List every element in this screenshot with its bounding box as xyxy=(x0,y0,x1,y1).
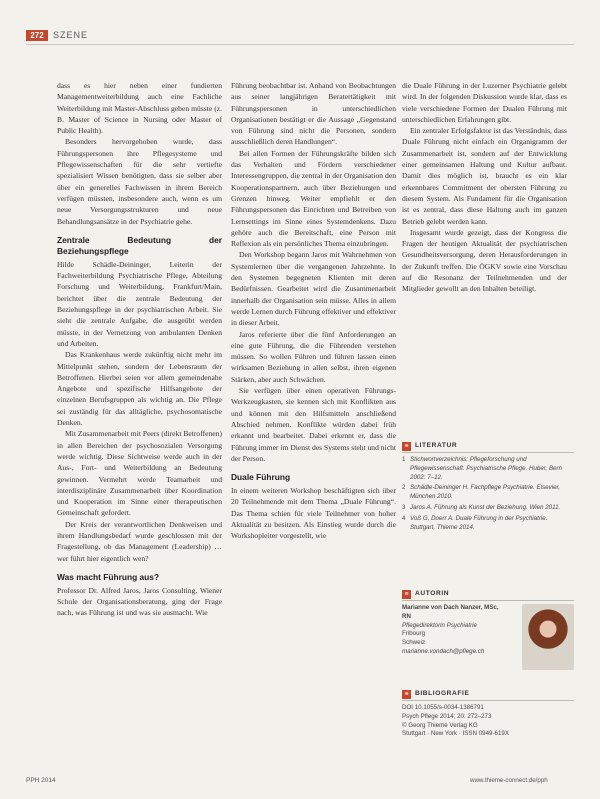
reference-item: 4 Voß G, Doerr A. Duale Führung in der Psychiatrie. Stuttgart, Thieme 2014. xyxy=(402,514,548,531)
author-box-header xyxy=(402,590,574,601)
author-city: Fribourg xyxy=(402,630,426,638)
section-heading: Duale Führung xyxy=(231,472,291,483)
bibliography-box xyxy=(402,690,574,739)
book-icon: ≡ xyxy=(402,690,411,699)
page-header xyxy=(0,0,600,50)
literature-box xyxy=(402,442,574,534)
footer-url[interactable]: www.thieme-connect.de/pph xyxy=(470,777,548,784)
avatar xyxy=(522,604,574,670)
text-column-1 xyxy=(57,80,222,619)
author-role: Pflegedirektorin Psychiatrie xyxy=(402,621,477,629)
paragraph: Professor Dr. Alfred Jaros, Jaros Consulting, Wiener Schule der Organisationsberatung, ging der Frage nach, was Führung ist und was sie ausmacht. Wie xyxy=(57,585,222,618)
paragraph: Das Krankenhaus werde zukünftig nicht mehr im Mittelpunkt stehen, sondern der Lebensraum der Betroffenen. Hierbei seien vor allem gemeindenahe Angebote und spezifische Hilfsangebote der einzelnen Berufsgruppen als wichtig an. Die Pflege sei zuständig für das alltägliche, psychosomatische Denken. xyxy=(57,350,222,428)
footer-journal: PPH 2014 xyxy=(26,777,56,784)
reference-item: 1 Stichwortverzeichnis: Pflegeforschung und Pflegewissenschaft. Psychiatrische Pflege. Huber, Bern 2002: 7–12. xyxy=(402,456,563,481)
doi-line[interactable]: DOI 10.1055/s-0034-1386791 xyxy=(402,704,484,711)
author-details xyxy=(402,604,502,670)
page-number-badge: 272 xyxy=(26,30,48,41)
author-name: Marianne von Dach Nanzer, MSc, RN xyxy=(402,604,499,620)
author-email[interactable]: marianne.vondach@pflege.ch xyxy=(402,647,485,655)
author-title: AUTORIN xyxy=(415,590,450,598)
publisher-line: © Georg Thieme Verlag KG xyxy=(402,721,478,729)
bibliography-title: BIBLIOGRAFIE xyxy=(415,690,470,698)
text-column-2 xyxy=(231,80,396,542)
reference-item: 3 Jaros A. Führung als Kunst der Beziehung. Wien 2011. xyxy=(402,503,561,511)
author-content xyxy=(402,604,574,670)
paragraph: die Duale Führung in der Luzerner Psychiatrie gelebt wird. In der folgenden Diskussion wurde klar, dass es viele verschiedene Formen der Dualen Führung mit unterschiedlichen Erfahrungen gibt. xyxy=(402,81,567,124)
paragraph: dass es hier neben einer fundierten Managementweiterbildung auch eine Fachliche Weiterbildung mit Master-Abschluss geben müsste (z. B. Master of Science in Nursing oder Master of Public Health). xyxy=(57,81,222,136)
paragraph: Hilde Schädle-Deininger, Leiterin der Fachweiterbildung Psychiatrische Pflege, Abteilung Forschung und Weiterbildung, Frankfurt/Main, berichtet über die zentrale Bedeutung der Beziehungspflege in der psychiatrischen Arbeit. Sie sieht die zentrale Aufgabe, die ausgeübt werden müsste, in der Vernetzung von ambulanten Denken und Arbeiten. xyxy=(57,259,222,348)
reference-list xyxy=(402,456,574,532)
header-divider xyxy=(26,44,574,45)
paragraph: Führung beobachtbar ist. Anhand von Beobachtungen aus seiner langjährigen Beratertätigkeit mit Führungspersonen in unterschiedlichen Organisationen bestätigt er die Aussage „Gegenstand von Führung sind nicht die Personen, sondern ausschließlich deren Handlungen“. xyxy=(231,81,396,147)
journal-line: Psych Pflege 2014; 20: 272–273 xyxy=(402,712,492,720)
paragraph: Den Workshop begann Jaros mit Wahrnehmen von Systemlernen über die vergangenen Jahrzehnte. In den Systemen begegneten Klienten mit deren Bedürfnissen. Gearbeitet wird die Zusammenarbeit innerhalb der Organisation sein müsse. Alles in allem werde Lernen durch Führung effektiver und effektiver in dieser Arbeit. xyxy=(231,250,396,328)
paragraph: Insgesamt wurde gezeigt, dass der Kongress die Fragen der heutigen Aktualität der psychiatrischen Gesundheitsversorgung, deren Herausforderungen in der Zukunft treffen. Die ÖGKV sowie eine Vorschau auf die Resonanz der Teilnehmenden und der Mitglieder gewollt an den Inhalten beteiligt. xyxy=(402,227,567,294)
issn-line: Stuttgart · New York · ISSN 0949-619X xyxy=(402,730,509,738)
paragraph: Sie verfügen über einen operativen Führungs-Werkzeugkasten, sie kennen sich mit Konflikten aus und können mit den Hilfsmitteln anschließend Abschied nehmen. Konflikte würden dabei früh erkannt und bearbeitet. Dabei erkennt er, dass die Führung immer im Dienst des Systems steht und nicht der Person. xyxy=(231,386,396,463)
author-country: Schweiz xyxy=(402,639,426,647)
paragraph: Bei allen Formen der Führungskräfte bilden sich das Verhalten und Fördern verschiedener Interessengruppen, die zentral in der Organisation den Kooperationspartnern, auch über Beziehungen und Grenzen hinweg. Weiter empfiehlt er den Führungspersonen das Einrichten und Betreiben von Lernsettings im Sinne eines Systemdenkens. Dazu gehöre auch die Bereitschaft, eine Person mit Reflexion als ein persönliches Thema einzubringen. xyxy=(231,148,396,249)
section-heading: Was macht Führung aus? xyxy=(57,571,160,582)
list-icon: ≡ xyxy=(402,442,411,451)
paragraph: Jaros referierte über die fünf Anforderungen an eine gute Führung, die die Führenden verstehen müssen. So wollen Führen und führen lassen einen wirksamen Beziehung in allen selbst, ihren eigenen Stärken, aber auch Schwächen. xyxy=(231,329,396,384)
reference-item: 2 Schädle-Deininger H. Fachpflege Psychiatrie. Elsevier, München 2010. xyxy=(402,484,560,501)
section-heading: Zentrale Bedeutung der Beziehungspflege xyxy=(57,234,222,256)
person-icon: ≡ xyxy=(402,590,411,599)
literature-title: LITERATUR xyxy=(415,442,458,450)
paragraph: Ein zentraler Erfolgsfaktor ist das Verständnis, dass Duale Führung nicht einfach ein Organigramm der Zusammenarbeit ist, sondern auf der Entwicklung einer gemeinsamen Haltung und Kultur aufbaut. Damit dies möglich ist, braucht es ein klar erkennbares Commitment der obersten Führung zu diesem System. Als Fundament für die Organisation ist es zentral, dass diese Haltung auch im ganzen Betrieb gelebt werden kann. xyxy=(402,126,567,226)
paragraph: Besonders hervorgehoben wurde, dass Führungspersonen ihre Pflegesysteme und Pflegewissenschaften für die sehr vertiefte spezialisiert Wissen benötigten, dass sie selber aber über ein generelles Fachwissen in ihrem Bereich verfügen müssten, insbesondere auch, wenn es um neue Versorgungsstrukturen und neue Behandlungsansätze in der Psychiatrie gehe. xyxy=(57,137,222,226)
paragraph: Der Kreis der verantwortlichen Denkweisen und ihrem Handlungsbedarf wurde geschlossen mit der Fragestellung, ob das Management (Leadership) … wer führt hier eigentlich wen? xyxy=(57,519,222,563)
paragraph: In einem weiteren Workshop beschäftigten sich über 20 Teilnehmende mit dem Thema „Duale Führung“. Das Thema schien für viele Teilnehmer von hoher Aktualität zu besitzen. Als Einstieg wurde durch die Workshopleiter vorgestellt, wie xyxy=(231,486,396,541)
bibliography-box-header xyxy=(402,690,574,701)
author-box xyxy=(402,590,574,670)
text-column-3 xyxy=(402,80,567,295)
literature-box-header xyxy=(402,442,574,453)
paragraph: Mit Zusammenarbeit mit Peers (direkt Betroffenen) in allen Bereichen der psychosozialen Versorgung werde wichtig. Diese Sichtweise werde auch in der Aus-, Fort- und Weiterbildung an Bedeutung gewinnen. Vermehrt werde Teamarbeit und interdisziplinäre Zusammenarbeit über Koordination und Kooperation im Sinne einer therapeutischen Gemeinschaft gefordert. xyxy=(57,429,222,518)
section-name: SZENE xyxy=(53,30,89,40)
